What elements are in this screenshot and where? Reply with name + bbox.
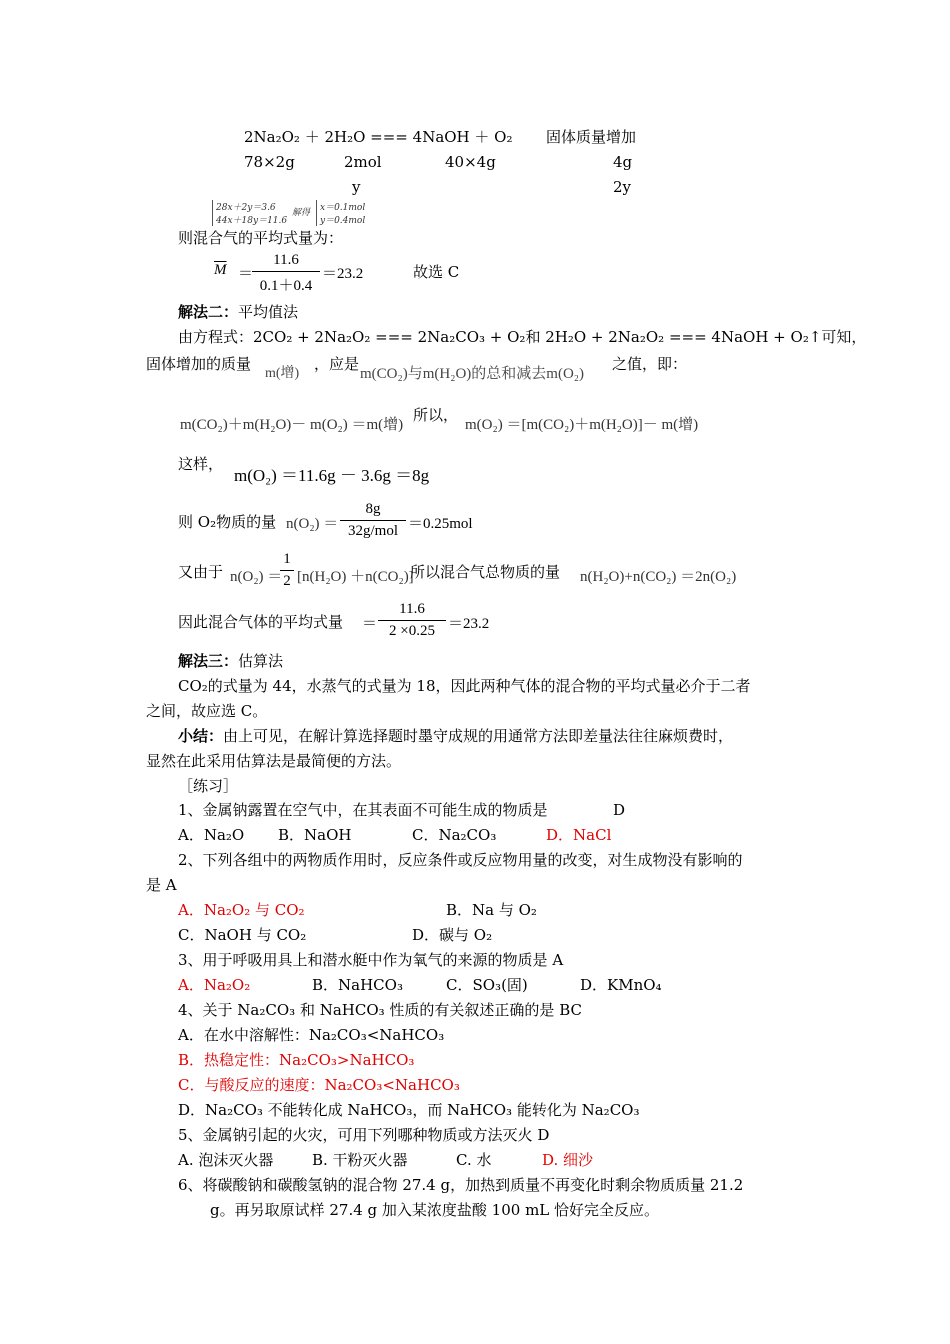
option-correct: A．Na₂O₂ 与 CO₂ — [178, 901, 305, 919]
option: B．Na 与 O₂ — [446, 901, 537, 919]
avg-fraction: 11.6 0.1＋0.4 — [252, 252, 320, 295]
method2-text: 所以， — [413, 406, 459, 424]
summary-text: 显然在此采用估算法是最简便的方法。 — [146, 752, 402, 770]
final-result: ＝23.2 — [448, 616, 490, 632]
question-2: 是 A — [146, 876, 177, 894]
option: A．Na₂O — [178, 826, 245, 844]
method2-text: 固体增加的质量 — [146, 355, 252, 373]
mole-sum: [n(H₂O) ＋n(CO₂)] — [297, 569, 414, 585]
ratio-value: 40×4g — [445, 153, 496, 171]
half-fraction: 1 2 — [280, 551, 294, 590]
mass-expression: m(CO₂)与m(H₂O)的总和减去m(O₂) — [360, 366, 584, 382]
summary-text: 小结：由上可见，在解计算选择题时墨守成规的用通常方法即差量法往往麻烦费时， — [178, 727, 734, 745]
option: C．Na₂CO₃ — [412, 826, 497, 844]
reaction-equation: 2Na₂O₂ ＋ 2H₂O === 4NaOH ＋ O₂ — [244, 128, 513, 146]
equals: ＝ — [362, 616, 378, 632]
avg-intro: 则混合气的平均式量为： — [178, 229, 344, 247]
question-2: 2、下列各组中的两物质作用时，反应条件或反应物用量的改变，对生成物没有影响的 — [178, 851, 743, 869]
method2-text: 则 O₂物质的量 — [178, 513, 277, 531]
ratio-value: 78×2g — [244, 153, 295, 171]
ratio-value: y — [352, 178, 361, 196]
avg-choice: 故选 C — [413, 263, 460, 281]
mole-o2-symbol: n(O₂) ＝ — [286, 516, 339, 532]
method2-text: ，应是 — [314, 355, 360, 373]
equation-system: 28x＋2y＝3.6 44x＋18y＝11.6 — [212, 200, 287, 226]
method2-text: 之值，即： — [612, 355, 688, 373]
option: C. 水 — [456, 1151, 492, 1169]
option: D．Na₂CO₃ 不能转化成 NaHCO₃，而 NaHCO₃ 能转化为 Na₂CO₃ — [178, 1101, 640, 1119]
ratio-value: 2y — [613, 178, 632, 196]
final-fraction: 11.6 2 ×0.25 — [378, 601, 446, 640]
avg-symbol: $\overline{M}$ — [214, 262, 227, 278]
avg-result: ＝23.2 — [322, 266, 364, 282]
question-6: 6、将碳酸钠和碳酸氢钠的混合物 27.4 g，加热到质量不再变化时剩余物质质量 21.2 — [178, 1176, 744, 1194]
mole-o2-symbol: n(O₂) ＝ — [230, 569, 283, 585]
solve-label: 解得 — [292, 208, 311, 218]
solution-system: x＝0.1mol y＝0.4mol — [316, 200, 365, 226]
mole-fraction: 8g 32g/mol — [340, 501, 406, 540]
method3-title: 解法三：估算法 — [178, 652, 284, 670]
option: D．KMnO₄ — [580, 976, 662, 994]
option: B．NaHCO₃ — [312, 976, 403, 994]
mole-result: ＝0.25mol — [408, 516, 473, 532]
method2-text: 所以混合气总物质的量 — [410, 563, 561, 581]
ratio-value: 4g — [613, 153, 633, 171]
mass-o2-equation: m(O₂) ＝[m(CO₂)＋m(H₂O)]－ m(增) — [465, 417, 699, 433]
option-correct: C．与酸反应的速度：Na₂CO₃<NaHCO₃ — [178, 1076, 460, 1094]
option: D．碳与 O₂ — [412, 926, 493, 944]
method2-text: 又由于 — [178, 563, 224, 581]
option: C．SO₃(固) — [446, 976, 528, 994]
option-correct: D．NaCl — [546, 826, 612, 844]
method3-text: 之间，故应选 C。 — [146, 702, 268, 720]
option: C．NaOH 与 CO₂ — [178, 926, 307, 944]
total-mole-equation: n(H₂O)+n(CO₂) ＝2n(O₂) — [580, 569, 737, 585]
method2-equations: 由方程式：2CO₂ + 2Na₂O₂ === 2Na₂CO₃ + O₂和 2H₂O + 2Na₂O₂ === 4NaOH + O₂↑可知， — [178, 328, 867, 346]
mass-o2-value: m(O₂) ＝11.6g － 3.6g ＝8g — [234, 466, 430, 485]
method2-title: 解法二：平均值法 — [178, 303, 299, 321]
answer-1: D — [613, 801, 626, 819]
option: B．NaOH — [278, 826, 352, 844]
practice-header: ［练习］ — [178, 777, 239, 795]
question-4: 4、关于 Na₂CO₃ 和 NaHCO₃ 性质的有关叙述正确的是 BC — [178, 1001, 582, 1019]
ratio-value: 2mol — [344, 153, 382, 171]
method3-text: CO₂的式量为 44，水蒸气的式量为 18，因此两种气体的混合物的平均式量必介于二者 — [178, 677, 751, 695]
mass-increase-symbol: m(增) — [265, 366, 300, 381]
question-5: 5、金属钠引起的火灾，可用下列哪种物质或方法灭火 D — [178, 1126, 550, 1144]
option-correct: A．Na₂O₂ — [178, 976, 251, 994]
option-correct: B．热稳定性：Na₂CO₃>NaHCO₃ — [178, 1051, 415, 1069]
question-6: g。再另取原试样 27.4 g 加入某浓度盐酸 100 mL 恰好完全反应。 — [210, 1201, 660, 1219]
method2-text: 因此混合气体的平均式量 — [178, 613, 344, 631]
question-3: 3、用于呼吸用具上和潜水艇中作为氧气的来源的物质是 A — [178, 951, 564, 969]
option: B. 干粉灭火器 — [312, 1151, 408, 1169]
equals: ＝ — [238, 266, 254, 282]
question-1: 1、金属钠露置在空气中，在其表面不可能生成的物质是 — [178, 801, 548, 819]
method2-text: 这样， — [178, 455, 224, 473]
option: A. 泡沫灭火器 — [178, 1151, 274, 1169]
reaction-label: 固体质量增加 — [546, 128, 637, 146]
mass-equation: m(CO₂)＋m(H₂O)－ m(O₂) ＝m(增) — [180, 417, 404, 433]
option-correct: D. 细沙 — [542, 1151, 594, 1169]
option: A．在水中溶解性：Na₂CO₃<NaHCO₃ — [178, 1026, 445, 1044]
